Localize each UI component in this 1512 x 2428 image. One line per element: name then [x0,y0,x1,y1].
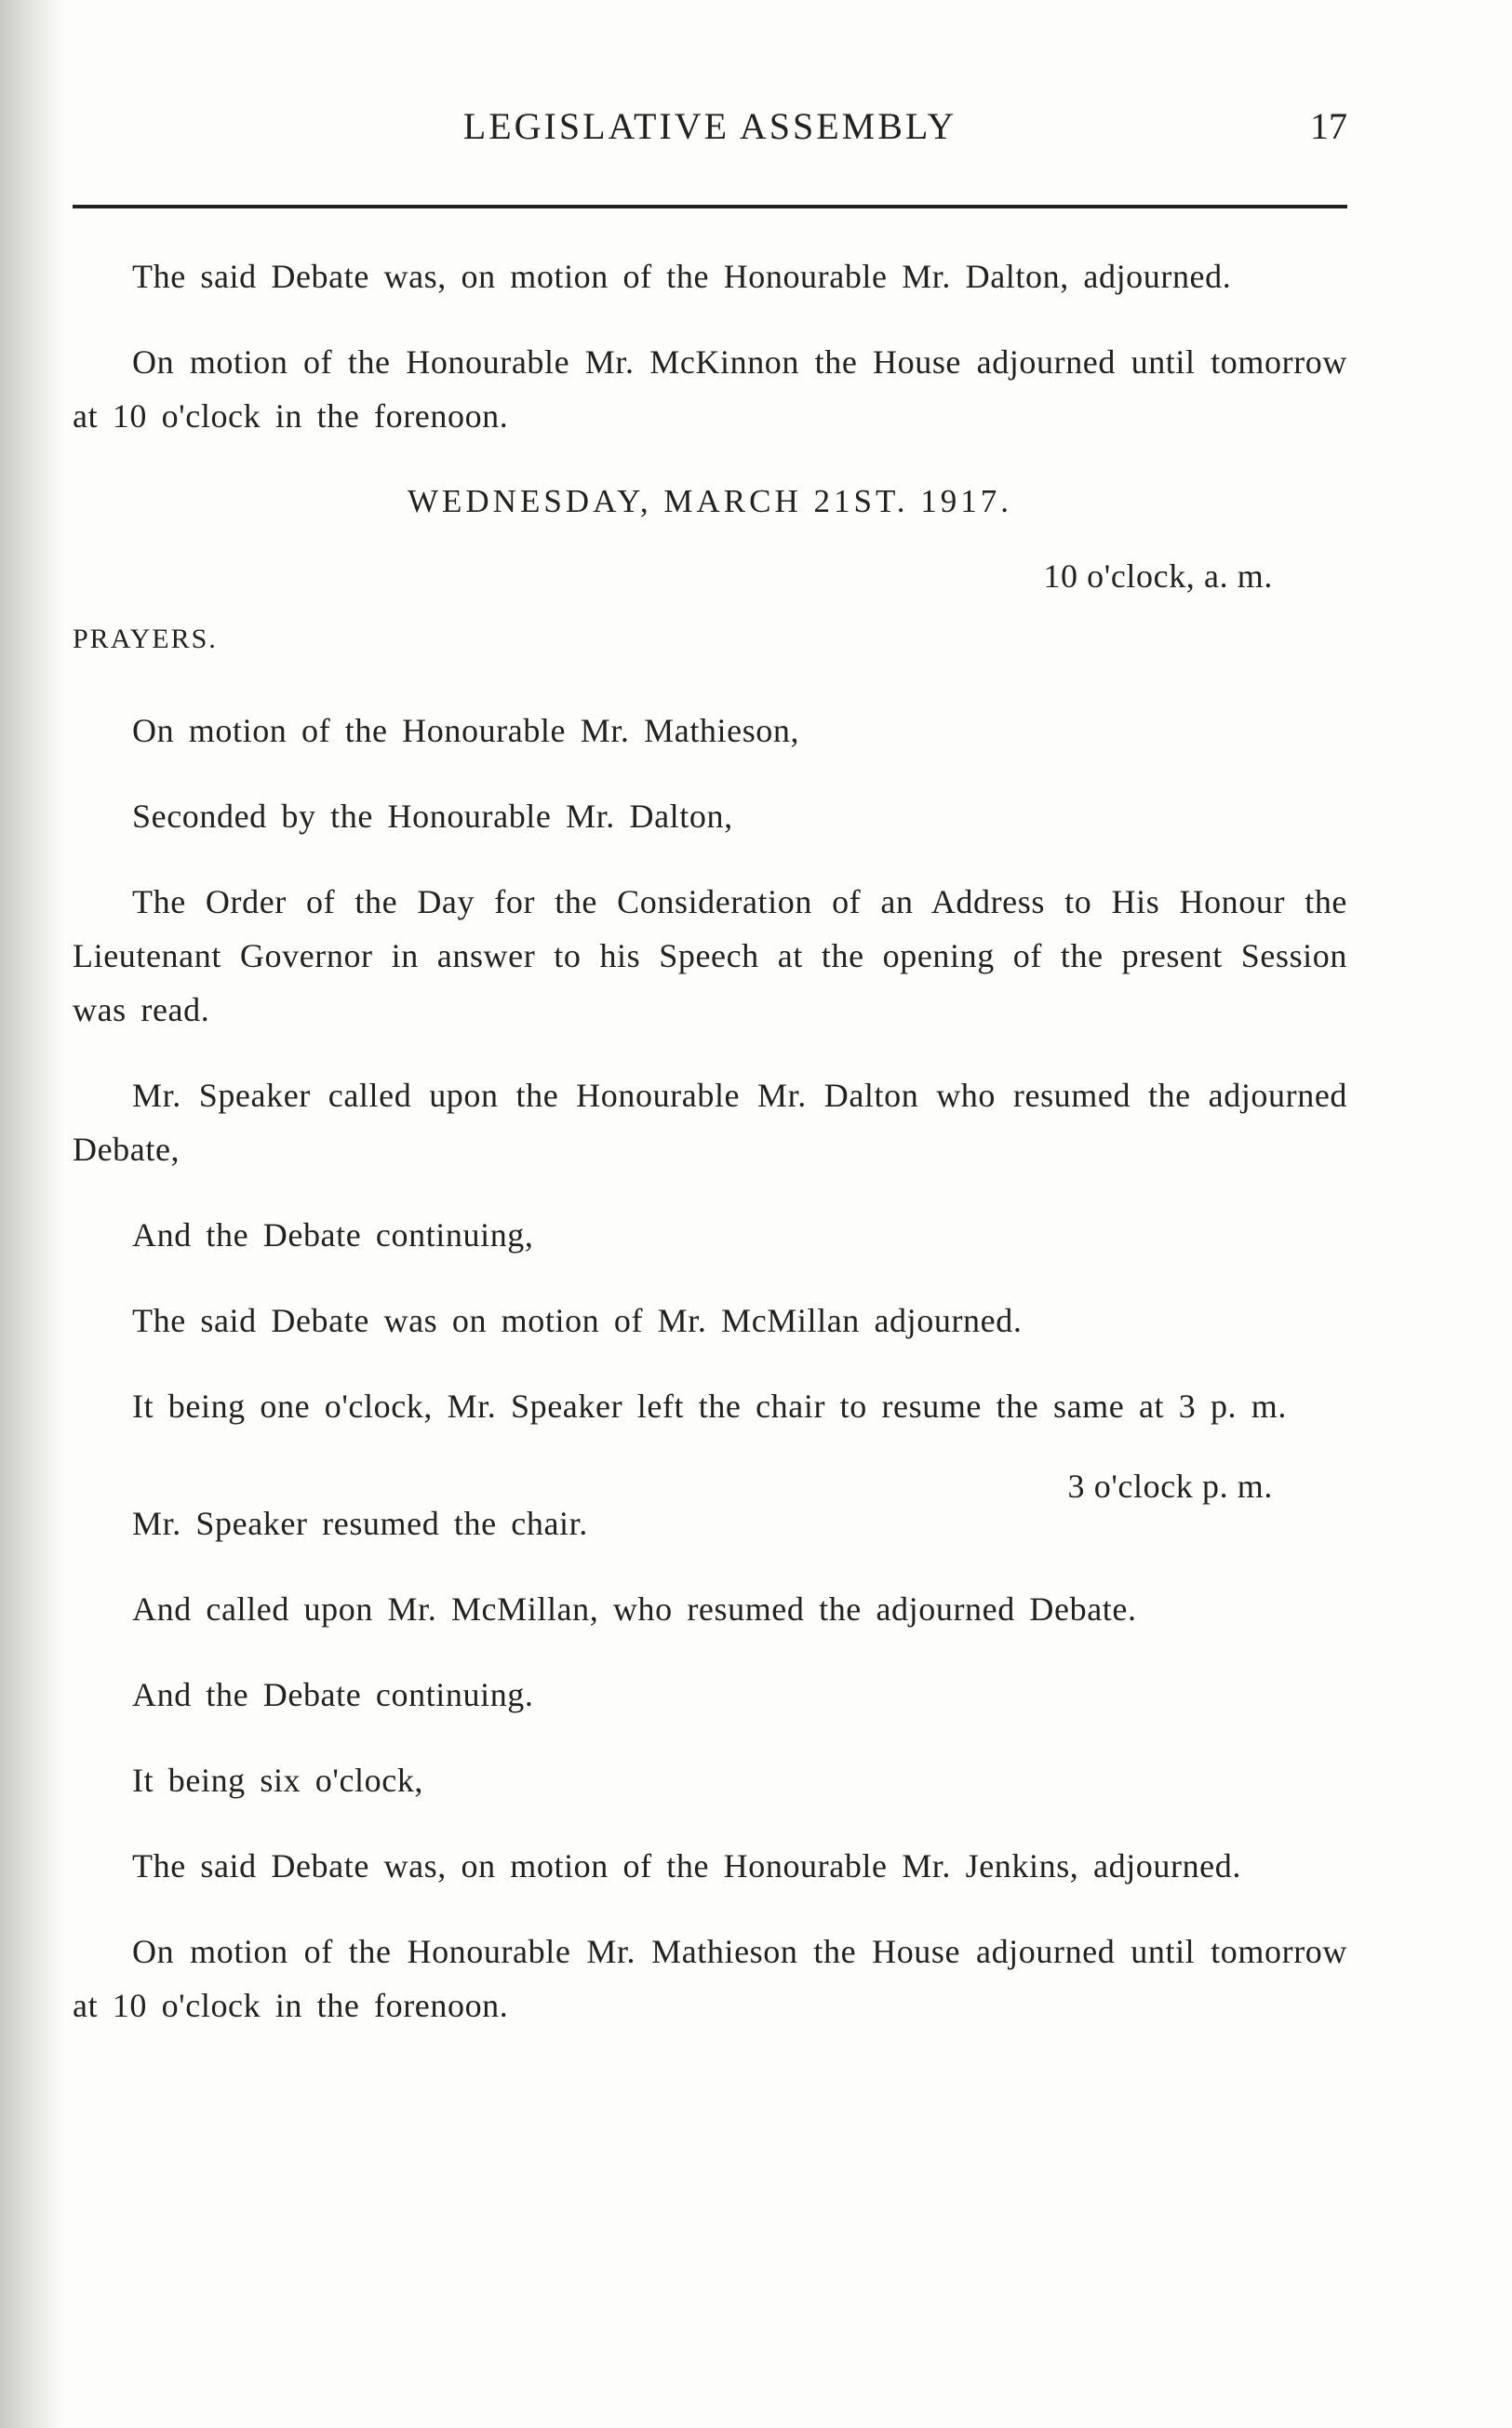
time-stamp: 3 o'clock p. m. [1067,1468,1273,1505]
running-head: LEGISLATIVE ASSEMBLY [462,105,957,147]
page-spine-shadow [0,0,65,2428]
paragraph: And the Debate continuing. [132,1676,534,1713]
document-page [73,0,1347,2428]
paragraph: On motion of the Honourable Mr. Mathieson, [132,712,800,749]
date-heading: WEDNESDAY, MARCH 21ST. 1917. [407,483,1013,519]
paragraph: And the Debate continuing, [132,1216,534,1254]
paragraph: The said Debate was, on motion of the Honourable Mr. Dalton, adjourned. [132,258,1232,295]
prayers-heading: PRAYERS. [73,624,218,654]
page-header [73,104,1347,160]
paragraph: On motion of the Honourable Mr. McKinnon the House adjourned until tomorrow at 10 o'clock in the forenoon. [73,343,1347,435]
paragraph: The Order of the Day for the Consideration of an Address to His Honour the Lieutenant Governor in answer to his Speech at the opening of the present Session was read. [73,883,1347,1028]
paragraph: Mr. Speaker resumed the chair. [132,1505,588,1542]
paragraph: Seconded by the Honourable Mr. Dalton, [132,798,733,835]
document-body [73,249,1347,2064]
paragraph: The said Debate was on motion of Mr. McMillan adjourned. [132,1302,1023,1339]
paragraph: It being one o'clock, Mr. Speaker left the chair to resume the same at 3 p. m. [132,1388,1287,1425]
paragraph: Mr. Speaker called upon the Honourable Mr. Dalton who resumed the adjourned Debate, [73,1077,1347,1168]
header-rule [73,205,1347,208]
time-stamp: 10 o'clock, a. m. [1043,557,1273,595]
page-number: 17 [1310,105,1347,147]
paragraph: On motion of the Honourable Mr. Mathieson the House adjourned until tomorrow at 10 o'clock in the forenoon. [73,1933,1347,2024]
paragraph: And called upon Mr. McMillan, who resumed the adjourned Debate. [132,1590,1137,1628]
paragraph: It being six o'clock, [132,1762,424,1799]
paragraph: The said Debate was, on motion of the Honourable Mr. Jenkins, adjourned. [132,1847,1241,1885]
